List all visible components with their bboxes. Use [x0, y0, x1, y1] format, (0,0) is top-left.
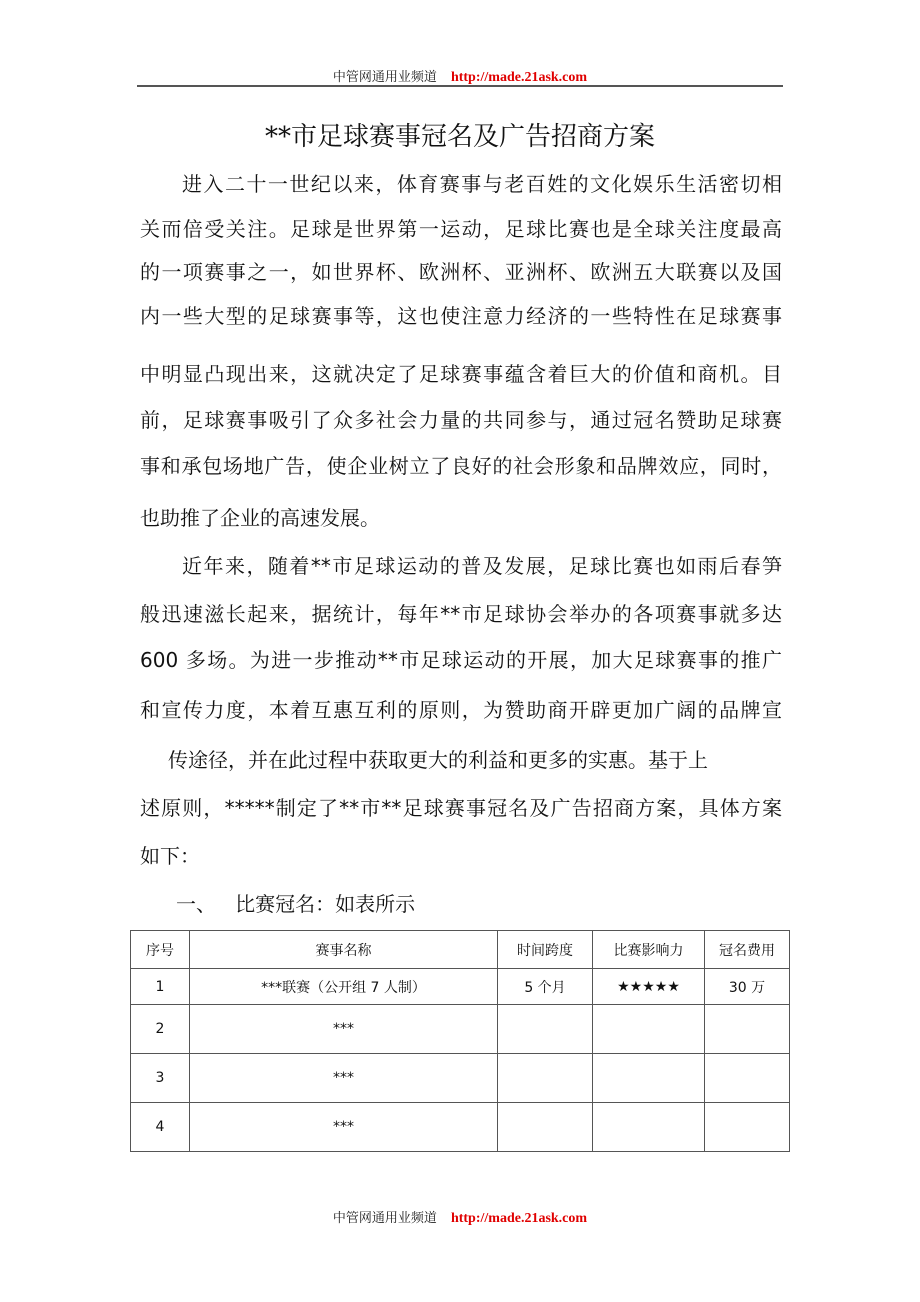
header-cell: 序号 [131, 931, 190, 969]
cell [593, 1103, 705, 1152]
cell: 30 万 [705, 969, 790, 1005]
table-row [131, 1005, 790, 1054]
cell: *** [190, 1005, 498, 1054]
header-url-link[interactable]: http://made.21ask.com [450, 70, 588, 85]
rating-stars: ★★★★★ [593, 969, 705, 1005]
cell [498, 1005, 593, 1054]
para2-line: 和宣传力度，本着互惠互利的原则，为赞助商开辟更加广阔的品牌宣 [140, 698, 782, 722]
para2-line: 如下： [140, 844, 200, 868]
sponsorship-table [130, 930, 790, 1152]
cell: 3 [131, 1054, 190, 1103]
cell [593, 1005, 705, 1054]
para2-line: 600 多场。为进一步推动**市足球运动的开展，加大足球赛事的推广 [140, 648, 782, 672]
para2-line: 般迅速滋长起来，据统计，每年**市足球协会举办的各项赛事就多达 [140, 602, 782, 626]
para1-line: 关而倍受关注。足球是世界第一运动，足球比赛也是全球关注度最高 [140, 217, 782, 241]
header-cell: 时间跨度 [498, 931, 593, 969]
footer-url-link[interactable]: http://made.21ask.com [450, 1211, 588, 1226]
para1-line: 中明显凸现出来，这就决定了足球赛事蕴含着巨大的价值和商机。目 [140, 362, 782, 386]
para1-line: 进入二十一世纪以来，体育赛事与老百姓的文化娱乐生活密切相 [182, 172, 782, 196]
cell [498, 1054, 593, 1103]
cell: 2 [131, 1005, 190, 1054]
footer-site: 中管网通用业频道 [332, 1211, 437, 1226]
header-cell: 冠名费用 [705, 931, 790, 969]
table-row [131, 1054, 790, 1103]
para1-line: 也助推了企业的高速发展。 [140, 506, 380, 530]
table-row [131, 969, 790, 1005]
section-heading: 一、 比赛冠名：如表所示 [176, 892, 416, 916]
para2-line: 传途径，并在此过程中获取更大的利益和更多的实惠。基于上 [168, 748, 708, 772]
header-divider [137, 85, 783, 87]
cell: ***联赛（公开组 7 人制） [190, 969, 498, 1005]
cell [705, 1103, 790, 1152]
para2-line: 近年来，随着**市足球运动的普及发展，足球比赛也如雨后春笋 [182, 554, 782, 578]
document-title: **市足球赛事冠名及广告招商方案 [264, 122, 655, 152]
cell: *** [190, 1054, 498, 1103]
table-row [131, 1103, 790, 1152]
cell [705, 1005, 790, 1054]
cell [593, 1054, 705, 1103]
page-header [0, 66, 920, 86]
cell: 4 [131, 1103, 190, 1152]
para1-line: 的一项赛事之一，如世界杯、欧洲杯、亚洲杯、欧洲五大联赛以及国 [140, 260, 782, 284]
para2-line: 述原则，*****制定了**市**足球赛事冠名及广告招商方案，具体方案 [140, 796, 782, 820]
table-header-row [131, 931, 790, 969]
page-footer [0, 1207, 920, 1227]
cell: 1 [131, 969, 190, 1005]
para1-line: 前，足球赛事吸引了众多社会力量的共同参与，通过冠名赞助足球赛 [140, 408, 782, 432]
para1-line: 内一些大型的足球赛事等，这也使注意力经济的一些特性在足球赛事 [140, 304, 782, 328]
para1-line: 事和承包场地广告，使企业树立了良好的社会形象和品牌效应，同时， [140, 454, 782, 478]
cell: 5 个月 [498, 969, 593, 1005]
cell [498, 1103, 593, 1152]
header-cell: 赛事名称 [190, 931, 498, 969]
cell [705, 1054, 790, 1103]
header-cell: 比赛影响力 [593, 931, 705, 969]
header-site: 中管网通用业频道 [332, 70, 437, 85]
cell: *** [190, 1103, 498, 1152]
